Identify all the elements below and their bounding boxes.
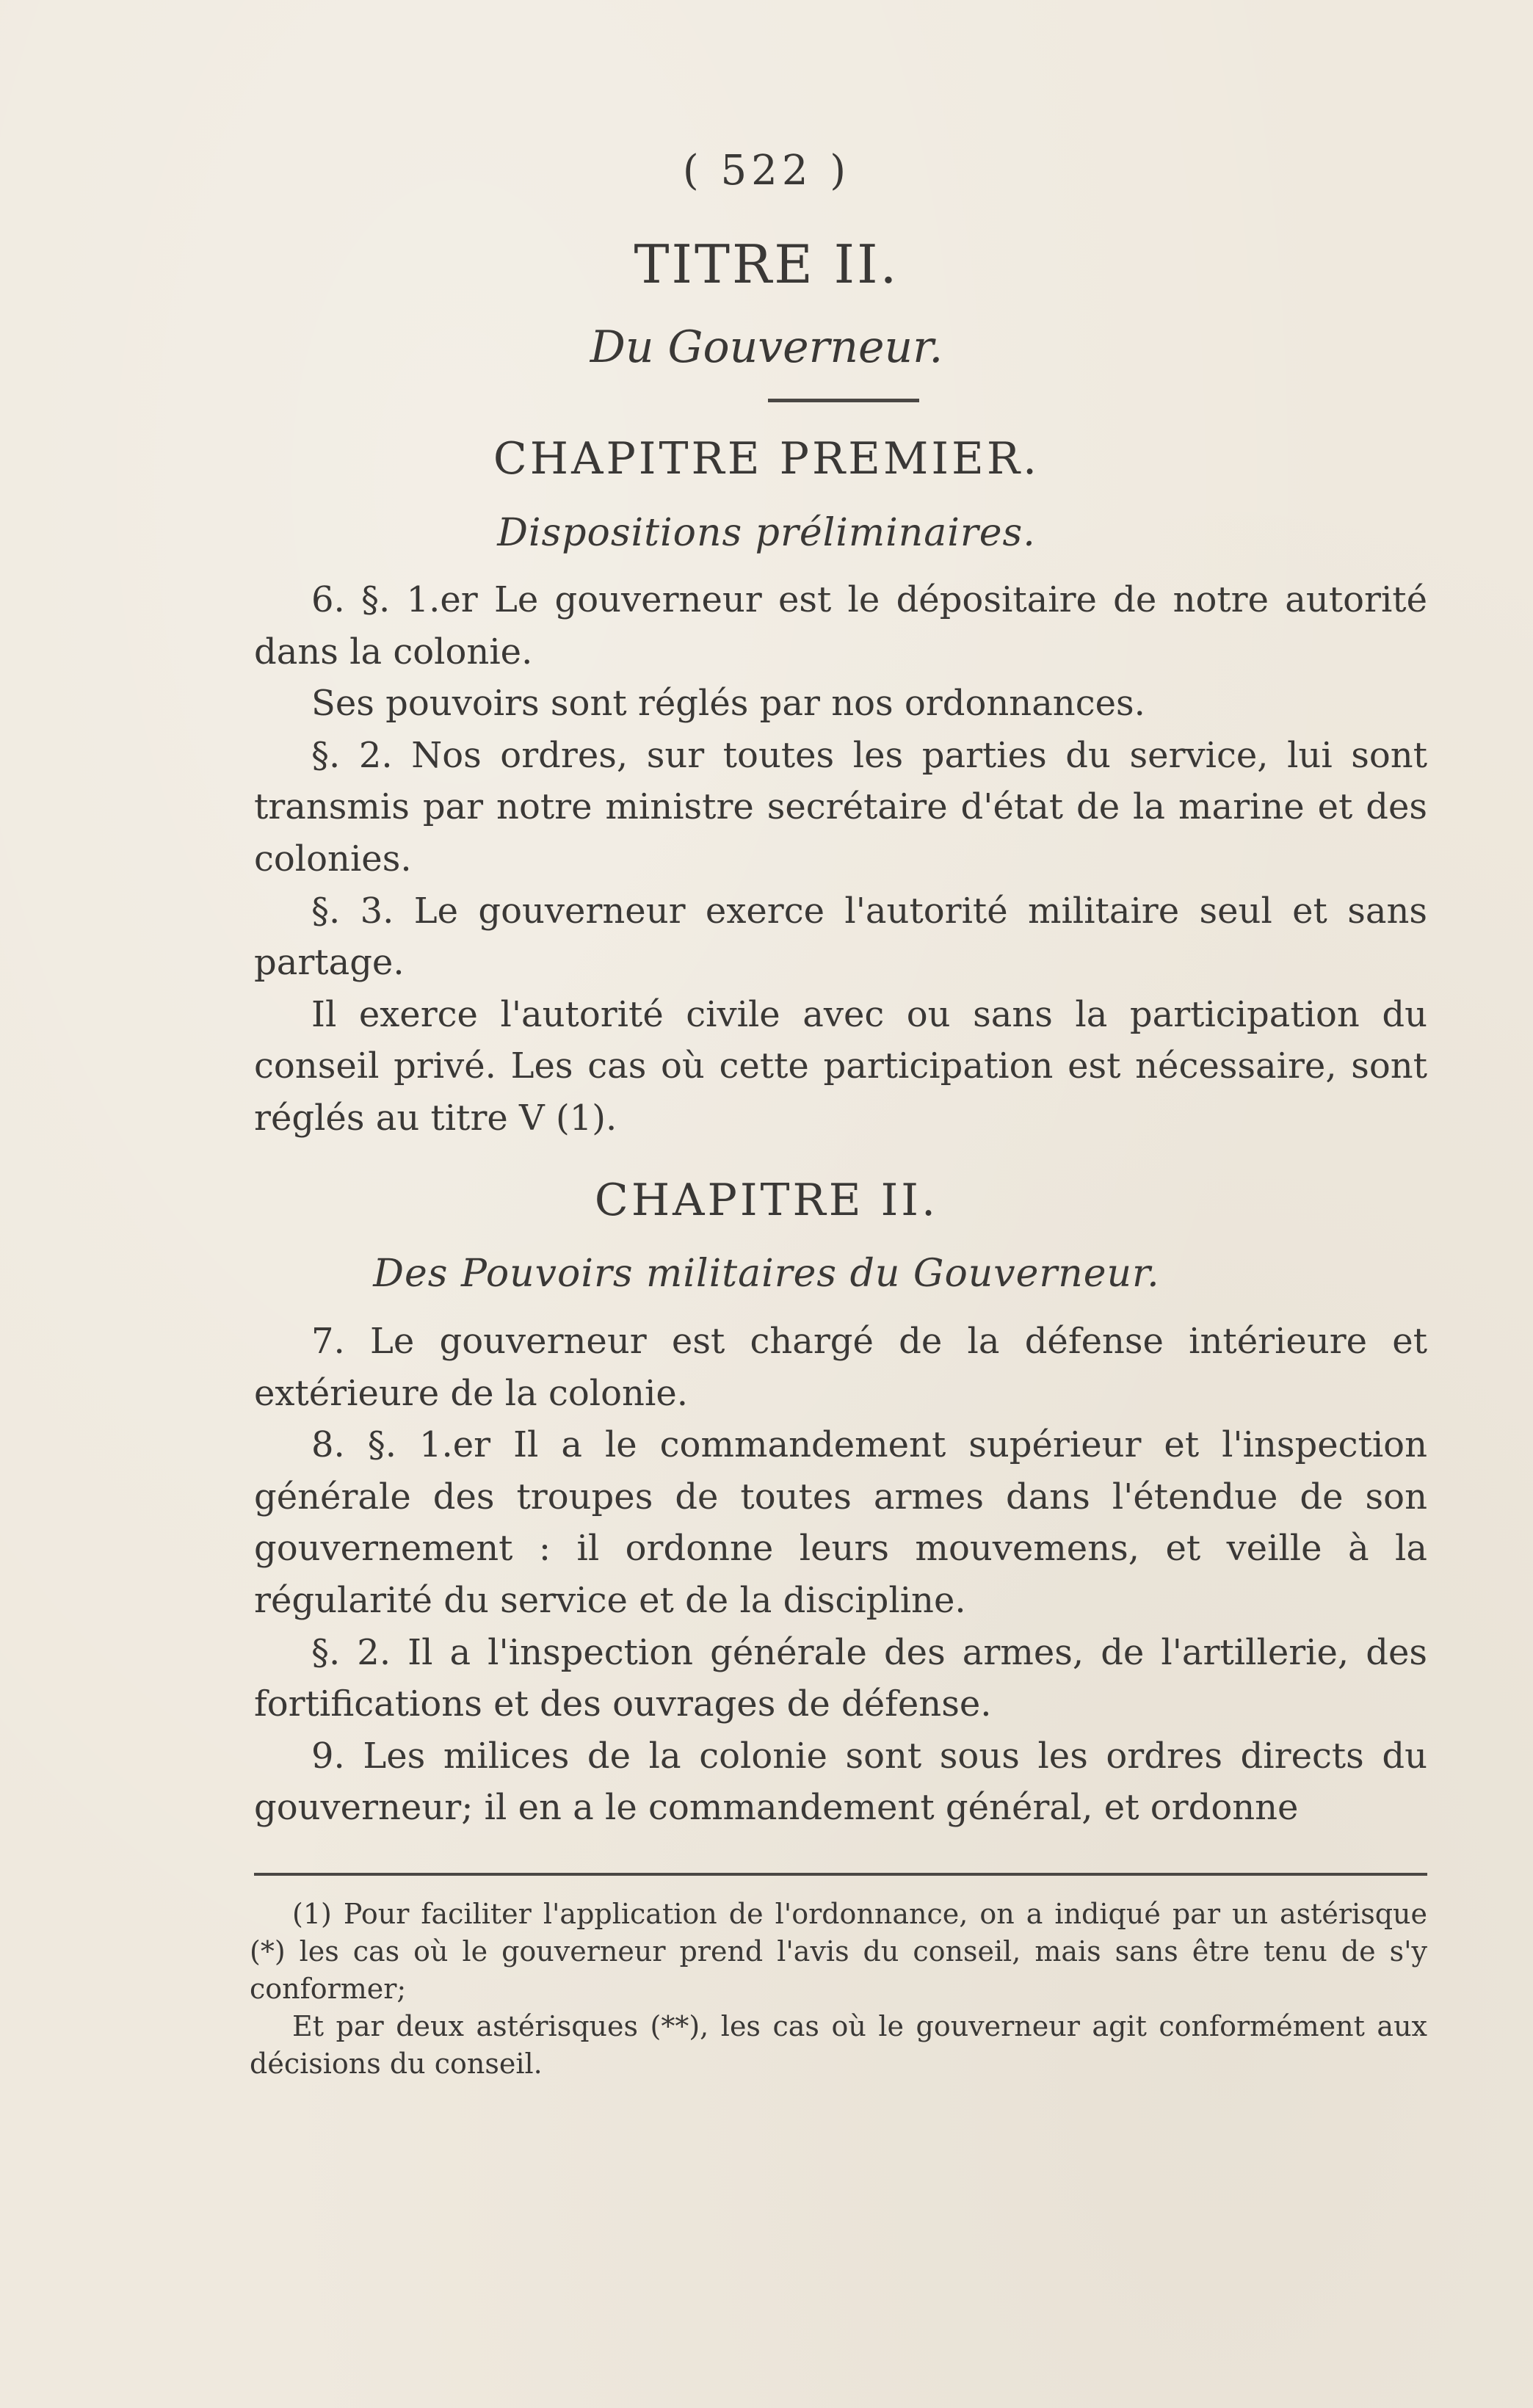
paragraph: §. 2. Nos ordres, sur toutes les parties du service, lui sont transmis par notre ministre secrétaire d'état de la marine et des colonies. (254, 734, 1427, 880)
titre-subtitle: Du Gouverneur. (590, 322, 943, 373)
chapter-1-subtitle: Dispositions préliminaires. (497, 511, 1036, 555)
footnote (250, 1896, 1427, 2083)
chapter-1-body (254, 574, 1427, 1145)
footnote-paragraph: Et par deux astérisques (**), les cas où le gouverneur agit conformément aux décisions du conseil. (250, 2010, 1427, 2080)
paragraph: 7. Le gouverneur est chargé de la défense intérieure et extérieure de la colonie. (254, 1321, 1427, 1414)
page-number: ( 522 ) (682, 147, 851, 195)
paragraph: Ses pouvoirs sont réglés par nos ordonnances. (311, 683, 1145, 725)
chapter-2-heading: CHAPITRE II. (594, 1175, 939, 1226)
footnote-divider (254, 1873, 1427, 1876)
titre-heading: TITRE II. (634, 233, 899, 295)
paragraph: 8. §. 1.er Il a le commandement supérieur et l'inspection générale des troupes de toutes armes dans l'étendue de son gouvernement : il ordonne leurs mouvemens, et veille à la régularité du service et de la discipline. (254, 1424, 1427, 1621)
paragraph: 9. Les milices de la colonie sont sous les ordres directs du gouverneur; il en a le commandement général, et ordonne (254, 1735, 1427, 1829)
paragraph: §. 3. Le gouverneur exerce l'autorité militaire seul et sans partage. (254, 890, 1427, 984)
chapter-2-subtitle: Des Pouvoirs militaires du Gouverneur. (373, 1252, 1160, 1296)
paragraph: 6. §. 1.er Le gouverneur est le dépositaire de notre autorité dans la colonie. (254, 579, 1427, 672)
paragraph: Il exerce l'autorité civile avec ou sans la participation du conseil privé. Les cas où cette participation est nécessaire, sont réglés au titre V (1). (254, 993, 1427, 1139)
chapter-2-body (254, 1316, 1427, 1834)
paragraph: §. 2. Il a l'inspection générale des armes, de l'artillerie, des fortifications et des ouvrages de défense. (254, 1631, 1427, 1725)
chapter-1-heading: CHAPITRE PREMIER. (493, 433, 1040, 485)
footnote-paragraph: (1) Pour faciliter l'application de l'ordonnance, on a indiqué par un astérisque (*) les cas où le gouverneur prend l'avis du conseil, mais sans être tenu de s'y conformer; (250, 1898, 1427, 2005)
title-divider (768, 399, 919, 402)
